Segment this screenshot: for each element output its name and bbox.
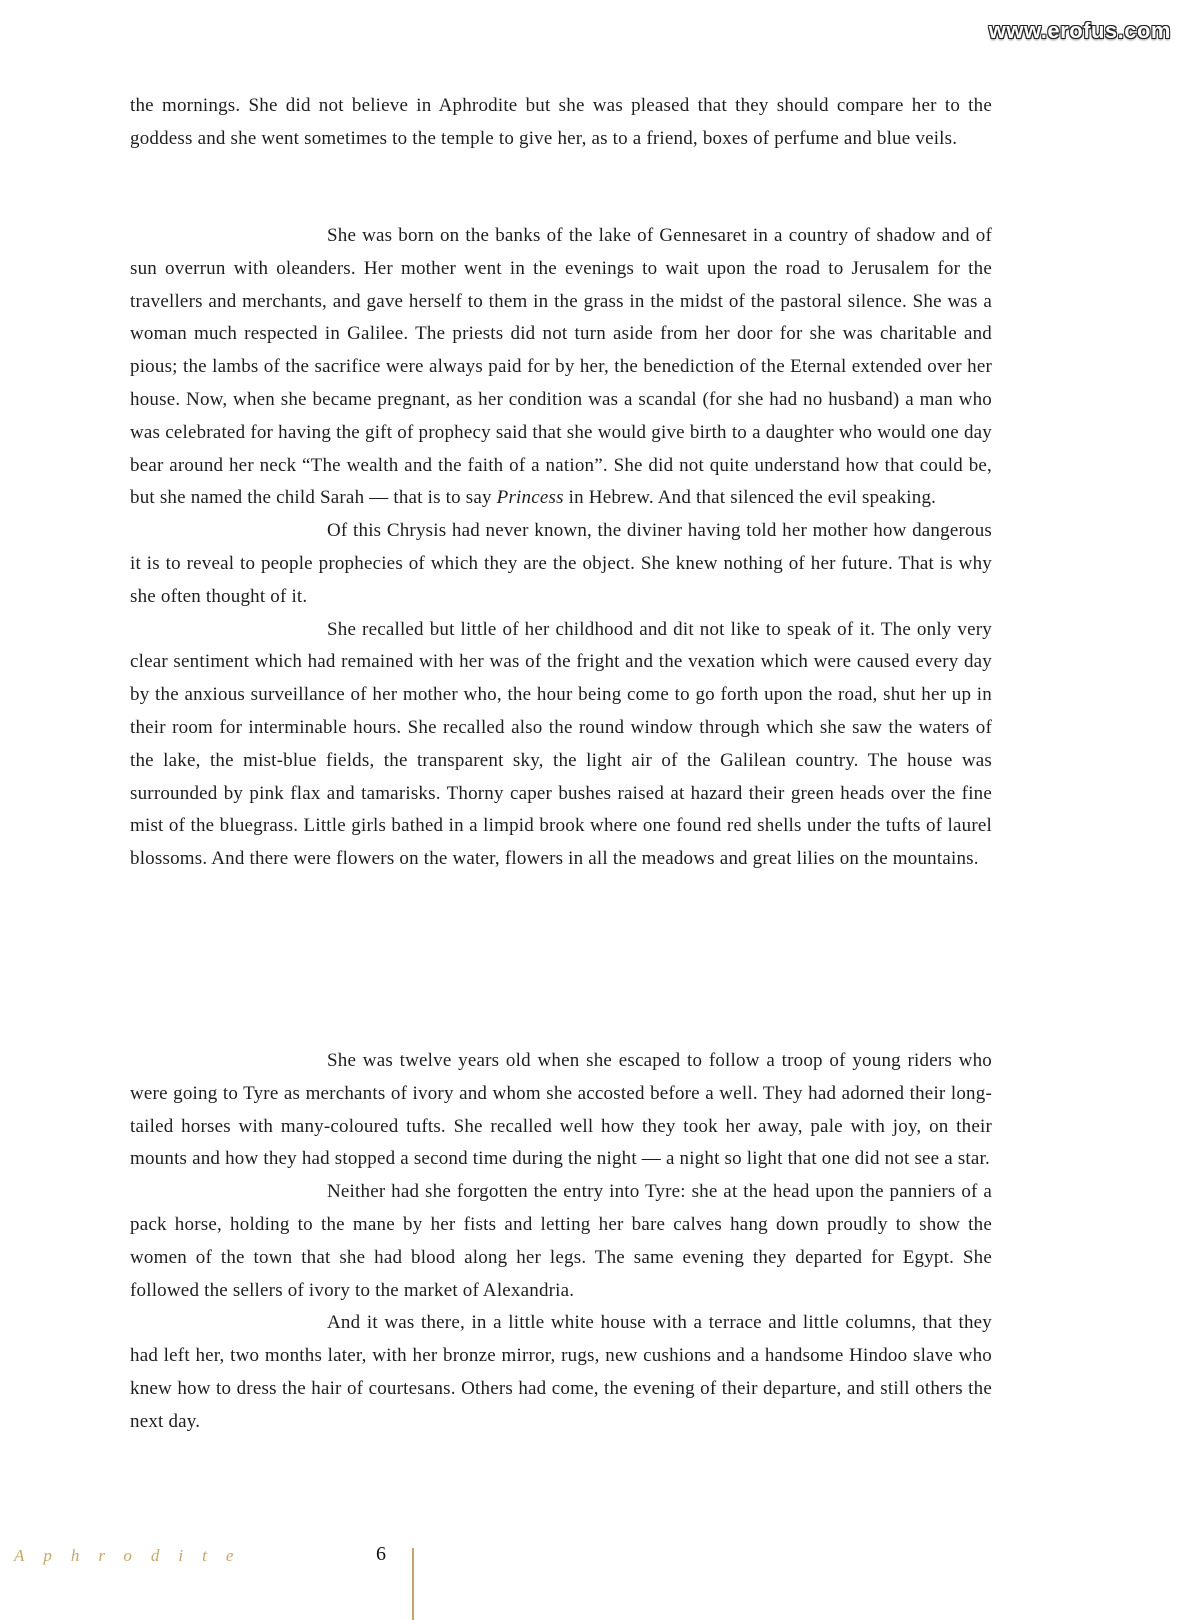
footer-divider	[412, 1548, 414, 1620]
text-section-2	[130, 220, 992, 876]
watermark: www.erofus.com	[988, 18, 1171, 43]
text-section-3	[130, 1045, 992, 1439]
paragraph-2-italic: Princess	[496, 487, 564, 509]
paragraph-2	[130, 220, 992, 515]
paragraph-3: Of this Chrysis had never known, the diviner having told her mother how dangerous it is to reveal to people prophecies of which they are the object. She knew nothing of her future. That is why she often thought of it.	[130, 520, 992, 607]
paragraph-4: She recalled but little of her childhood and dit not like to speak of it. The only very clear sentiment which had remained with her was of the fright and the vexation which were caused every day by the anxious surveillance of her mother who, the hour being come to go forth upon the road, shut her up in their room for interminable hours. She recalled also the round window through which she saw the waters of the lake, the mist-blue fields, the transparent sky, the light air of the Galilean country. The house was surrounded by pink flax and tamarisks. Thorny caper bushes raised at hazard their green heads over the fine mist of the bluegrass. Little girls bathed in a limpid brook where one found red shells under the tufts of laurel blossoms. And there were flowers on the water, flowers in all the meadows and great lilies on the mountains.	[130, 618, 992, 870]
page-number: 6	[376, 1543, 386, 1565]
paragraph-2-end: in Hebrew. And that silenced the evil speaking.	[568, 487, 937, 509]
paragraph-6: Neither had she forgotten the entry into Tyre: she at the head upon the panniers of a pack horse, holding to the mane by her fists and letting her bare calves hang down proudly to show the women of the town that she had blood along her legs. The same evening they departed for Egypt. She followed the sellers of ivory to the market of Alexandria.	[130, 1181, 992, 1301]
text-section-1	[130, 90, 992, 156]
running-footer-title: Aphrodite	[14, 1546, 253, 1565]
paragraph-5: She was twelve years old when she escaped to follow a troop of young riders who were going to Tyre as merchants of ivory and whom she accosted before a well. They had adorned their long-tailed horses with many-coloured tufts. She recalled well how they took her away, pale with joy, on their mounts and how they had stopped a second time during the night — a night so light that one did not see a star.	[130, 1050, 992, 1170]
paragraph-2-text: She was born on the banks of the lake of Gennesaret in a country of shadow and of sun overrun with oleanders. Her mother went in the evenings to wait upon the road to Jerusalem for the travellers and merchants, and gave herself to them in the grass in the midst of the pastoral silence. She was a woman much respected in Galilee. The priests did not turn aside from her door for she was charitable and pious; the lambs of the sacrifice were always paid for by her, the benediction of the Eternal extended over her house. Now, when she became pregnant, as her condition was a scandal (for she had no husband) a man who was celebrated for having the gift of prophecy said that she would give birth to a daughter who would one day bear around her neck “The wealth and the faith of a nation”. She did not quite understand how that could be, but she named the child Sarah — that is to say	[130, 225, 992, 509]
paragraph-7: And it was there, in a little white house with a terrace and little columns, that they had left her, two months later, with her bronze mirror, rugs, new cushions and a handsome Hindoo slave who knew how to dress the hair of courtesans. Others had come, the evening of their departure, and still others the next day.	[130, 1312, 992, 1432]
paragraph-1: the mornings. She did not believe in Aphrodite but she was pleased that they should compare her to the goddess and she went sometimes to the temple to give her, as to a friend, boxes of perfume and blue veils.	[130, 95, 992, 149]
